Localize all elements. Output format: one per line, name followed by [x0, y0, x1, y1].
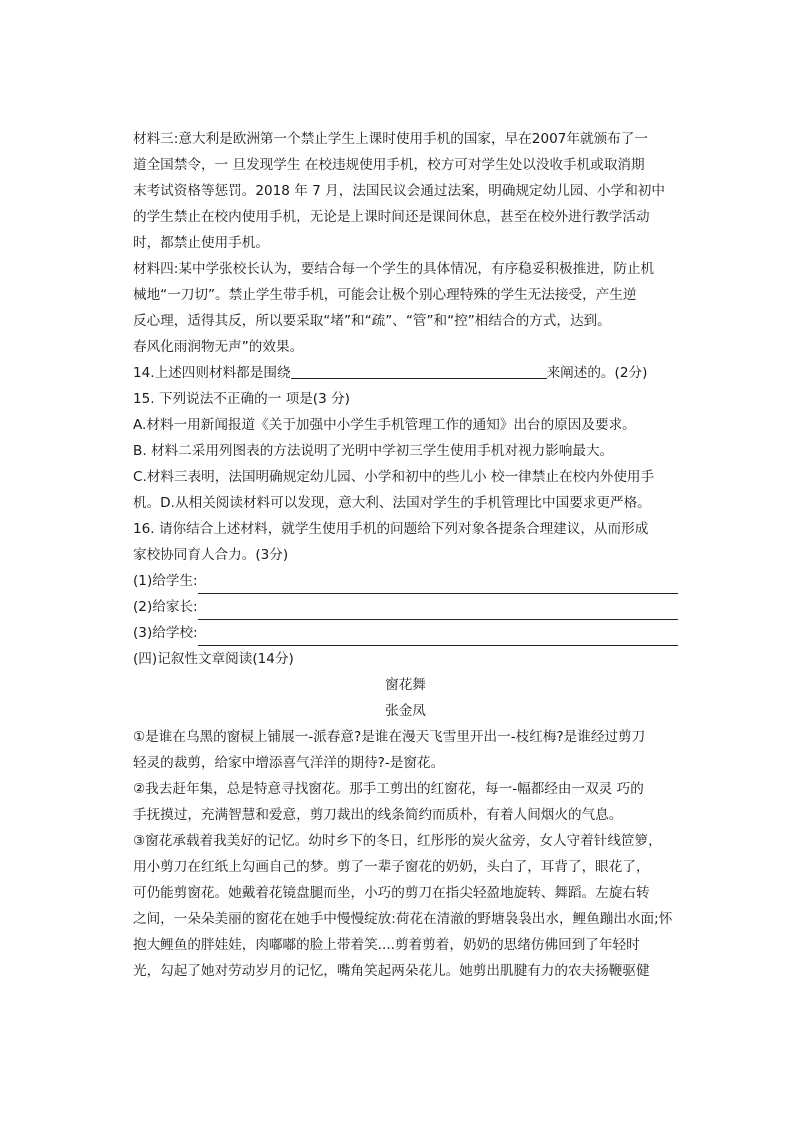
article-line: ③窗花承载着我美好的记忆。幼时乡下的冬日，红彤彤的炭火盆旁，女人守着针线笸箩， [133, 833, 662, 849]
question-16-stem: 16. 请你结合上述材料，就学生使用手机的问题给下列对象各提条合理建议，从而形成 [133, 521, 649, 537]
article-line: 光，勾起了她对劳动岁月的记忆，嘴角笑起两朵花儿。她剪出肌腱有力的农夫扬鞭驱健 [133, 963, 650, 979]
option-c-d: 机。D.从相关阅读材料可以发现，意大利、法国对学生的手机管理比中国要求更严格。 [133, 495, 651, 511]
question-14 [133, 360, 678, 386]
question-16-stem: 家校协同育人合力。(3分) [133, 547, 289, 563]
question-15 [133, 386, 678, 516]
article-line: ②我去赶年集，总是特意寻找窗花。那手工剪出的红窗花，每一-幅都经由一双灵 巧的 [133, 781, 644, 797]
question-14-answer-blank[interactable] [291, 362, 547, 379]
paragraph-line: 的学生禁止在校内使用手机，无论是上课时间还是课间休息，甚至在校外进行教学活动 [133, 209, 650, 225]
article-line: 轻灵的裁剪，给家中增添喜气洋洋的期待?-是窗花。 [133, 755, 445, 771]
article-line: 用小剪刀在红纸上勾画自己的梦。剪了一辈子窗花的奶奶，头白了，耳背了，眼花了， [133, 859, 650, 875]
option-b: B. 材料二采用列图表的方法说明了光明中学初三学生使用手机对视力影响最大。 [133, 443, 614, 459]
question-14-suffix: 来阐述的。(2分) [546, 365, 648, 381]
article-line: 抱大鲤鱼的胖娃娃，肉嘟嘟的脸上带着笑....剪着剪着，奶奶的思绪仿佛回到了年轻时 [133, 937, 640, 953]
paragraph-line: 械地“一刀切”。禁止学生带手机，可能会让极个别心理特殊的学生无法接受，产生逆 [133, 287, 637, 303]
document-content [133, 126, 678, 984]
article-line: 可仍能剪窗花。她戴着花镜盘腿而坐，小巧的剪刀在指尖轻盈地旋转、舞蹈。左旋右转 [133, 885, 650, 901]
answer-blank-school[interactable] [198, 629, 678, 646]
answer-label: (2)给家长: [133, 599, 198, 615]
option-c: C.材料三表明，法国明确规定幼儿园、小学和初中的些儿小 校一律禁止在校内外使用手 [133, 469, 655, 485]
paragraph-line: 材料三:意大利是欧洲第一个禁止学生上课时使用手机的国家，早在2007年就颁布了一 [133, 131, 648, 147]
article-author: 张金凤 [385, 703, 426, 719]
answer-row-school [133, 620, 678, 646]
paragraph-line: 春风化雨润物无声”的效果。 [133, 339, 304, 355]
option-a: A.材料一用新闻报道《关于加强中小学生手机管理工作的通知》出台的原因及要求。 [133, 417, 636, 433]
section-four-title: (四)记叙性文章阅读(14分) [133, 651, 294, 667]
paragraph-line: 末考试资格等惩罚。2018 年 7 月，法国民议会通过法案，明确规定幼儿园、小学和初中 [133, 183, 665, 199]
paragraph-line: 反心理，适得其反，所以要采取“堵”和“疏”、“管”和“控”相结合的方式，达到。 [133, 313, 611, 329]
article [133, 672, 678, 984]
answer-blank-students[interactable] [198, 577, 678, 594]
material-three [133, 126, 678, 256]
question-16 [133, 516, 678, 646]
paragraph-line: 道全国禁令，一 旦发现学生 在校违规使用手机，校方可对学生处以没收手机或取消期 [133, 157, 645, 173]
answer-blank-parents[interactable] [198, 603, 678, 620]
paragraph-line: 时，都禁止使用手机。 [133, 235, 269, 251]
article-line: 手抚摸过，充满智慧和爱意，剪刀裁出的线条简约而质朴，有着人间烟火的气息。 [133, 807, 623, 823]
answer-row-parents [133, 594, 678, 620]
answer-label: (1)给学生: [133, 573, 198, 589]
answer-label: (3)给学校: [133, 625, 198, 641]
article-title: 窗花舞 [385, 677, 426, 693]
question-15-stem: 15. 下列说法不正确的一 项是(3 分) [133, 391, 350, 407]
paragraph-line: 材料四:某中学张校长认为，要结合每一个学生的具体情况，有序稳妥积极推进，防止机 [133, 261, 655, 277]
article-line: ①是谁在乌黑的窗棂上铺展一-派春意?是谁在漫天飞雪里开出一-枝红梅?是谁经过剪刀 [133, 729, 646, 745]
material-four [133, 256, 678, 360]
answer-row-students [133, 568, 678, 594]
question-14-prefix: 14.上述四则材料都是围绕 [133, 365, 291, 381]
article-line: 之间，一朵朵美丽的窗花在她手中慢慢绽放:荷花在清澈的野塘袅袅出水，鲤鱼蹦出水面;怀 [133, 911, 673, 927]
